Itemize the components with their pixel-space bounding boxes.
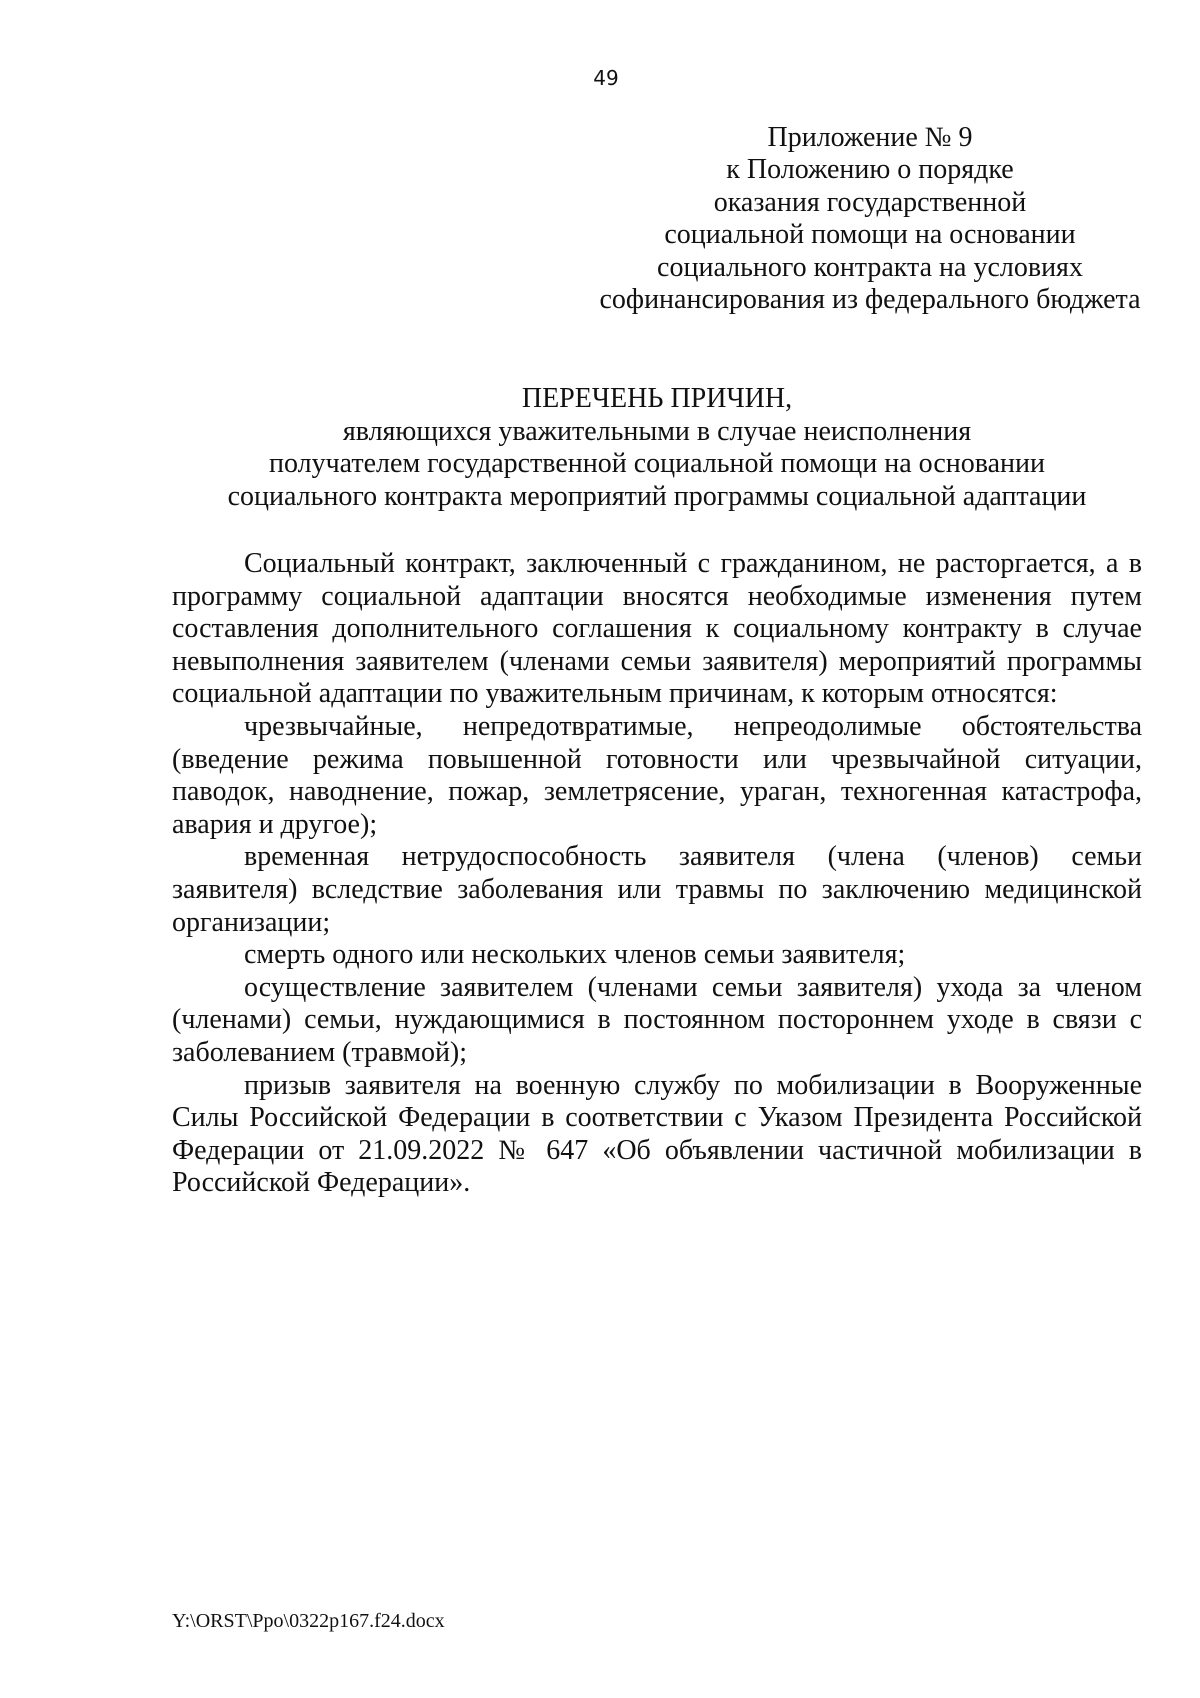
page-number: 49 [593,66,619,90]
body-paragraph-care: осуществление заявителем (членами семьи заявителя) ухода за членом (членами) семьи, нуждающимися в постоянном постороннем уходе в связи с заболеванием (травмой); [172,971,1142,1068]
body-paragraph-disability: временная нетрудоспособность заявителя (члена (членов) семьи заявителя) вследствие заболевания или травмы по заключению медицинской организации; [172,841,1142,938]
appendix-line: Приложение № 9 [767,122,973,153]
document-title [172,383,1142,513]
document-body [172,548,1142,1200]
title-line: являющихся уважительными в случае неисполнения [342,415,972,447]
appendix-line: оказания государственной [713,186,1027,218]
body-paragraph-emergency: чрезвычайные, непредотвратимые, непреодолимые обстоятельства (введение режима повышенной готовности или чрезвычайной ситуации, паводок, наводнение, пожар, землетрясение, ураган, техногенная катастрофа, авария и другое); [172,710,1142,840]
body-paragraph-intro: Социальный контракт, заключенный с гражданином, не расторгается, а в программу социальной адаптации вносятся необходимые изменения путем составления дополнительного соглашения к социальному контракту в случае невыполнения заявителем (членами семьи заявителя) мероприятий программы социальной адаптации по уважительным причинам, к которым относятся: [172,548,1142,710]
body-paragraph-death: смерть одного или нескольких членов семьи заявителя; [244,939,906,971]
appendix-line: социальной помощи на основании [664,219,1076,251]
title-line: социального контракта мероприятий программы социальной адаптации [227,480,1087,512]
appendix-line: к Положению о порядке [726,154,1014,186]
title-heading: ПЕРЕЧЕНЬ ПРИЧИН, [521,383,793,414]
appendix-reference [590,122,1150,316]
title-line: получателем государственной социальной помощи на основании [269,448,1045,479]
file-path-footer: Y:\ORST\Ppo\0322p167.f24.docx [172,1610,445,1632]
appendix-line: социального контракта на условиях [657,251,1083,283]
body-paragraph-mobilization: призыв заявителя на военную службу по мобилизации в Вооруженные Силы Российской Федерации в соответствии с Указом Президента Российской Федерации от 21.09.2022 № 647 «Об объявлении частичной мобилизации в Российской Федерации». [172,1069,1142,1199]
appendix-line: софинансирования из федерального бюджета [599,284,1141,316]
